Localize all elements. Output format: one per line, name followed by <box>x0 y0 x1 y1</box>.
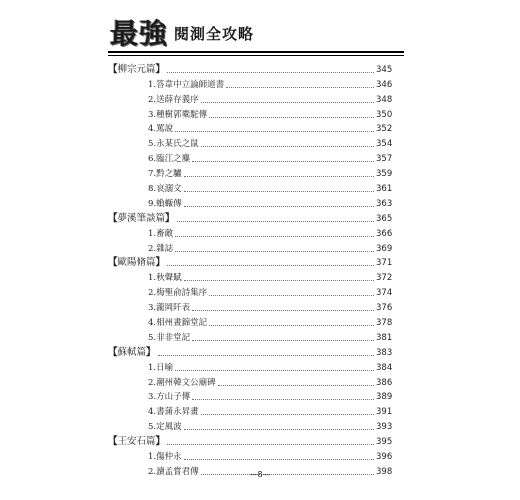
toc-page-number: 352 <box>376 124 393 135</box>
toc-page-number: 350 <box>376 109 393 120</box>
toc-page-number: 348 <box>376 94 393 105</box>
toc-page-number: 396 <box>376 452 393 463</box>
toc-page-number: 371 <box>376 258 393 269</box>
toc-item-title: 8.哀溺文 <box>148 184 182 195</box>
toc-page-number: 365 <box>376 213 393 224</box>
toc-page-number: 372 <box>376 273 393 284</box>
dot-leader <box>184 459 374 460</box>
toc-item-title: 2.讀孟嘗君傳 <box>148 466 199 477</box>
toc-page-number: 345 <box>376 64 393 75</box>
dot-leader <box>209 117 374 118</box>
dot-leader <box>167 444 374 445</box>
toc-page-number: 384 <box>376 362 393 373</box>
dot-leader <box>184 206 374 207</box>
left-bracket: 【 <box>108 212 118 224</box>
toc-page-number: 395 <box>376 437 393 448</box>
toc-item-title: 9.蝜蝂傳 <box>148 198 182 209</box>
dot-leader <box>175 251 374 252</box>
toc-page-number: 361 <box>376 184 393 195</box>
toc-item-title: 5.非非堂記 <box>148 332 191 343</box>
toc-page-number: 374 <box>376 288 393 299</box>
dot-leader <box>167 265 374 266</box>
section-name: 歐陽脩篇 <box>117 257 156 269</box>
dot-leader <box>226 87 374 88</box>
toc-page-number: 389 <box>376 392 393 403</box>
toc-page-number: 391 <box>376 407 393 418</box>
toc-page-number: 357 <box>376 154 393 165</box>
toc-item-title: 2.雜誌 <box>148 243 174 254</box>
dot-leader <box>158 355 374 356</box>
toc-item-title: 2.潮州韓文公廟碑 <box>148 377 216 388</box>
toc-item-title: 3.種樹郭橐駝傳 <box>148 109 208 120</box>
toc-item-title: 7.黔之驢 <box>148 169 182 180</box>
right-bracket: 】 <box>155 63 166 75</box>
toc-page-number: 383 <box>376 347 393 358</box>
toc-section-row <box>108 209 393 224</box>
toc-item-row <box>108 417 393 433</box>
section-name: 蘇軾篇 <box>117 346 147 358</box>
toc-page-number: 354 <box>376 139 393 150</box>
toc-item-title: 5.永某氏之鼠 <box>148 139 199 150</box>
toc-item-title: 1.秋聲賦 <box>148 273 182 284</box>
toc-page-number: 376 <box>376 303 393 314</box>
left-bracket: 【 <box>108 257 118 269</box>
toc-page-number: 346 <box>376 79 393 90</box>
toc-item-row <box>108 373 393 388</box>
toc-item-row <box>108 149 393 165</box>
dot-leader <box>167 72 374 73</box>
toc-item-title: 3.瀧岡阡表 <box>148 303 191 314</box>
page-number: —8— <box>249 470 271 479</box>
toc-page-number: 369 <box>376 243 393 254</box>
toc-item-row <box>108 268 393 284</box>
toc-item-row <box>108 358 393 373</box>
dot-leader <box>175 131 374 132</box>
toc-item-row <box>108 134 393 150</box>
toc-item-title: 5.定風波 <box>148 422 182 433</box>
right-bracket: 】 <box>146 346 156 358</box>
toc-item-title: 1.日喻 <box>148 362 174 373</box>
dot-leader <box>192 399 374 400</box>
dot-leader <box>175 236 374 237</box>
book-title-main: 最強 <box>110 17 169 50</box>
section-name: 王安石篇 <box>117 436 156 448</box>
dot-leader <box>175 370 374 371</box>
left-bracket: 【 <box>108 63 118 75</box>
section-name: 夢溪筆談篇 <box>117 212 166 224</box>
toc-section-title <box>108 214 175 224</box>
toc-page-number: 393 <box>376 422 393 433</box>
header-rule-thin <box>108 55 404 56</box>
toc-item-title: 1.答韋中立論師道書 <box>148 79 225 90</box>
dot-leader <box>201 414 374 415</box>
dot-leader <box>201 146 374 147</box>
dot-leader <box>209 295 374 296</box>
toc-item-title: 3.方山子傳 <box>148 392 191 403</box>
toc-item-row <box>108 402 393 418</box>
toc-item-row <box>108 90 393 105</box>
dot-leader <box>184 191 374 192</box>
toc-item-title: 1.傷仲永 <box>148 452 182 463</box>
toc-item-title: 4.罵說 <box>148 124 174 135</box>
left-bracket: 【 <box>108 346 118 358</box>
toc-item-row <box>108 298 393 314</box>
right-bracket: 】 <box>165 212 175 224</box>
dot-leader <box>177 221 374 222</box>
toc-item-row <box>108 75 393 90</box>
left-bracket: 【 <box>108 436 118 448</box>
toc-item-row <box>108 283 393 299</box>
toc-page-number: 381 <box>376 332 393 343</box>
right-bracket: 】 <box>155 257 166 269</box>
header-rule-thick <box>108 51 404 53</box>
toc-section-row <box>108 432 393 448</box>
toc-section-title <box>108 437 165 447</box>
toc-page-number: 363 <box>376 198 393 209</box>
toc-page-number: 366 <box>376 228 393 239</box>
dot-leader <box>192 161 374 162</box>
toc-page-number: 398 <box>376 466 393 477</box>
toc-item-row <box>108 105 393 120</box>
toc-section-title <box>108 65 165 75</box>
toc-item-title: 1.畜敵 <box>148 228 174 239</box>
toc-item-title: 4.書蒲永昇畫 <box>148 407 199 418</box>
book-header <box>110 12 410 52</box>
toc-item-row <box>108 313 393 329</box>
dot-leader <box>192 310 374 311</box>
toc-page-number: 386 <box>376 377 393 388</box>
toc-section-row <box>108 254 393 269</box>
toc-item-row <box>108 328 393 343</box>
toc-page-number: 378 <box>376 318 393 329</box>
dot-leader <box>184 280 374 281</box>
book-title-sub: 閱測全攻略 <box>174 25 255 43</box>
table-of-contents <box>108 60 393 477</box>
dot-leader <box>209 325 374 326</box>
section-name: 柳宗元篇 <box>117 63 156 75</box>
toc-page-number: 359 <box>376 169 393 180</box>
toc-item-row <box>108 120 393 135</box>
toc-section-row <box>108 60 393 75</box>
dot-leader <box>192 340 374 341</box>
toc-item-title: 6.臨江之麋 <box>148 154 191 165</box>
toc-item-row <box>108 164 393 180</box>
toc-item-title: 2.梅聖俞詩集序 <box>148 288 208 299</box>
toc-item-row <box>108 388 393 403</box>
toc-section-row <box>108 343 393 358</box>
right-bracket: 】 <box>155 436 166 448</box>
dot-leader <box>201 102 374 103</box>
dot-leader <box>184 429 374 430</box>
toc-item-title: 4.相州晝錦堂記 <box>148 318 208 329</box>
toc-section-title <box>108 348 156 358</box>
toc-item-row <box>108 239 393 254</box>
toc-item-row <box>108 224 393 239</box>
toc-item-row <box>108 447 393 463</box>
dot-leader <box>184 176 374 177</box>
toc-item-title: 2.送薛存義序 <box>148 94 199 105</box>
toc-item-row <box>108 194 393 209</box>
dot-leader <box>218 385 374 386</box>
toc-section-title <box>108 258 165 268</box>
toc-item-row <box>108 179 393 195</box>
